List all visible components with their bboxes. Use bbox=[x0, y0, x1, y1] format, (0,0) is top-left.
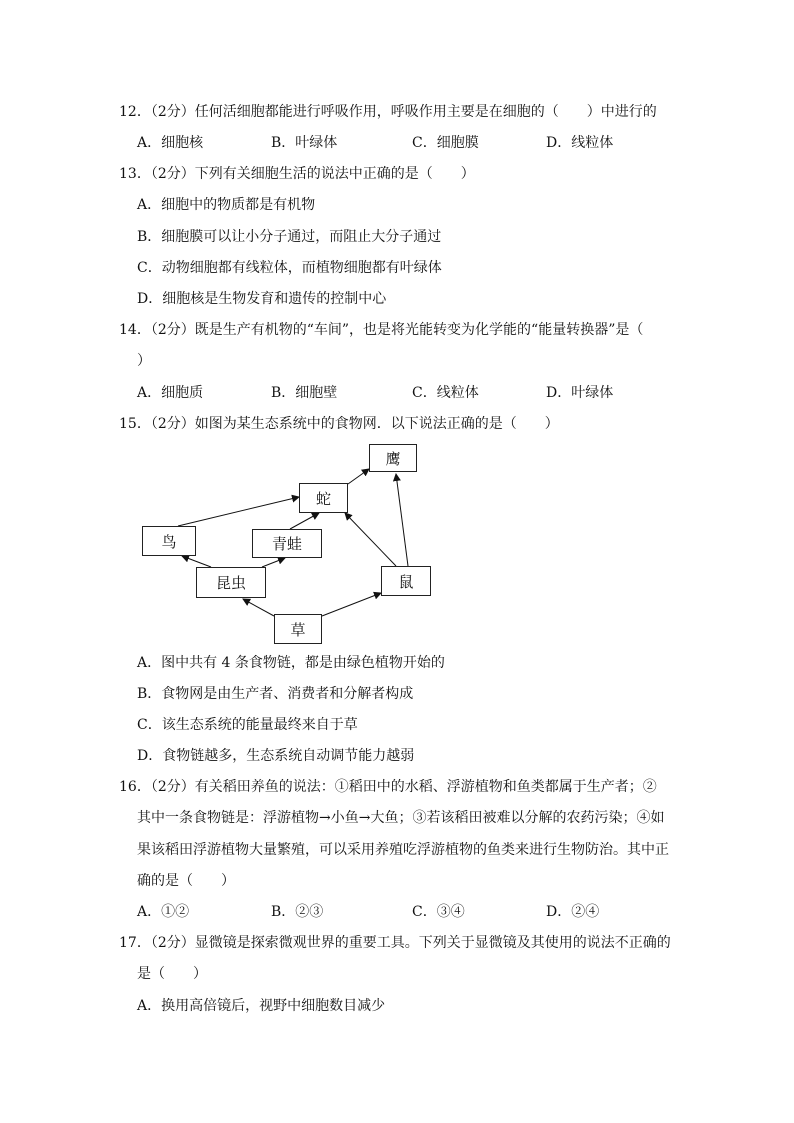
q13-option-d: D．细胞核是生物发育和遗传的控制中心 bbox=[137, 291, 387, 307]
q14-option-b: B．细胞壁 bbox=[271, 385, 338, 401]
q14-option-a: A．细胞质 bbox=[137, 385, 204, 401]
node-insect: 昆虫 bbox=[196, 567, 266, 598]
arrow-grass-to-mouse bbox=[322, 593, 381, 616]
arrow-bird-to-snake bbox=[178, 497, 299, 526]
q12-option-d: D．线粒体 bbox=[546, 135, 614, 151]
q16-option-d: D．②④ bbox=[546, 904, 600, 920]
arrow-frog-to-snake bbox=[290, 513, 319, 529]
q15-option-c: C．该生态系统的能量最终来自于草 bbox=[137, 717, 358, 733]
arrow-mouse-to-eagle bbox=[396, 474, 408, 566]
arrow-mouse-to-snake bbox=[345, 513, 396, 566]
arrow-insect-to-bird bbox=[182, 556, 211, 567]
q15-option-d: D．食物链越多，生态系统自动调节能力越弱 bbox=[137, 748, 415, 764]
q13-stem: 13．（2分）下列有关细胞生活的说法中正确的是（ ） bbox=[119, 166, 475, 182]
q15-option-a: A．图中共有 4 条食物链，都是由绿色植物开始的 bbox=[137, 655, 445, 671]
q16-stem-line-4: 确的是（ ） bbox=[137, 873, 235, 889]
q14-option-c: C．线粒体 bbox=[412, 385, 479, 401]
q12-option-a: A．细胞核 bbox=[137, 135, 204, 151]
q16-stem-line-2: 其中一条食物链是：浮游植物→小鱼→大鱼；③若该稻田被难以分解的农药污染；④如 bbox=[137, 810, 665, 826]
q17-stem-line-1: 17．（2分）显微镜是探索微观世界的重要工具。下列关于显微镜及其使用的说法不正确的 bbox=[119, 935, 671, 951]
q13-option-a: A．细胞中的物质都是有机物 bbox=[137, 197, 316, 213]
node-bird: 鸟 bbox=[142, 526, 196, 556]
q16-option-b: B．②③ bbox=[271, 904, 324, 920]
q12-stem: 12．（2分）任何活细胞都能进行呼吸作用，呼吸作用主要是在细胞的（ ）中进行的 bbox=[119, 104, 657, 120]
q16-stem-line-3: 果该稻田浮游植物大量繁殖，可以采用养殖吃浮游植物的鱼类来进行生物防治。其中正 bbox=[137, 842, 669, 858]
q14-option-d: D．叶绿体 bbox=[546, 385, 614, 401]
node-grass: 草 bbox=[274, 614, 322, 644]
q16-option-c: C．③④ bbox=[412, 904, 465, 920]
arrow-insect-to-frog bbox=[262, 558, 285, 567]
q16-stem-line-1: 16．（2分）有关稻田养鱼的说法：①稻田中的水稻、浮游植物和鱼类都属于生产者；② bbox=[119, 779, 657, 795]
node-mouse: 鼠 bbox=[381, 566, 431, 596]
node-eagle: 鹰 bbox=[369, 444, 417, 472]
q12-option-c: C．细胞膜 bbox=[412, 135, 479, 151]
q17-option-a: A．换用高倍镜后，视野中细胞数目减少 bbox=[137, 998, 386, 1014]
node-snake: 蛇 bbox=[299, 483, 348, 513]
node-frog: 青蛙 bbox=[252, 529, 322, 558]
q16-option-a: A．①② bbox=[137, 904, 190, 920]
q13-option-b: B．细胞膜可以让小分子通过，而阻止大分子通过 bbox=[137, 229, 442, 245]
q12-option-b: B．叶绿体 bbox=[271, 135, 338, 151]
q15-option-b: B．食物网是由生产者、消费者和分解者构成 bbox=[137, 686, 414, 702]
arrow-snake-to-eagle bbox=[348, 469, 369, 484]
q17-stem-line-2: 是（ ） bbox=[137, 966, 207, 982]
q14-stem-line-2: ） bbox=[137, 353, 151, 369]
q13-option-c: C．动物细胞都有线粒体，而植物细胞都有叶绿体 bbox=[137, 260, 442, 276]
arrow-grass-to-insect bbox=[243, 599, 274, 616]
q14-stem-line-1: 14．（2分）既是生产有机物的“车间”，也是将光能转变为化学能的“能量转换器”是（ bbox=[119, 322, 644, 338]
q15-stem: 15．（2分）如图为某生态系统中的食物网．以下说法正确的是（ ） bbox=[119, 416, 559, 432]
